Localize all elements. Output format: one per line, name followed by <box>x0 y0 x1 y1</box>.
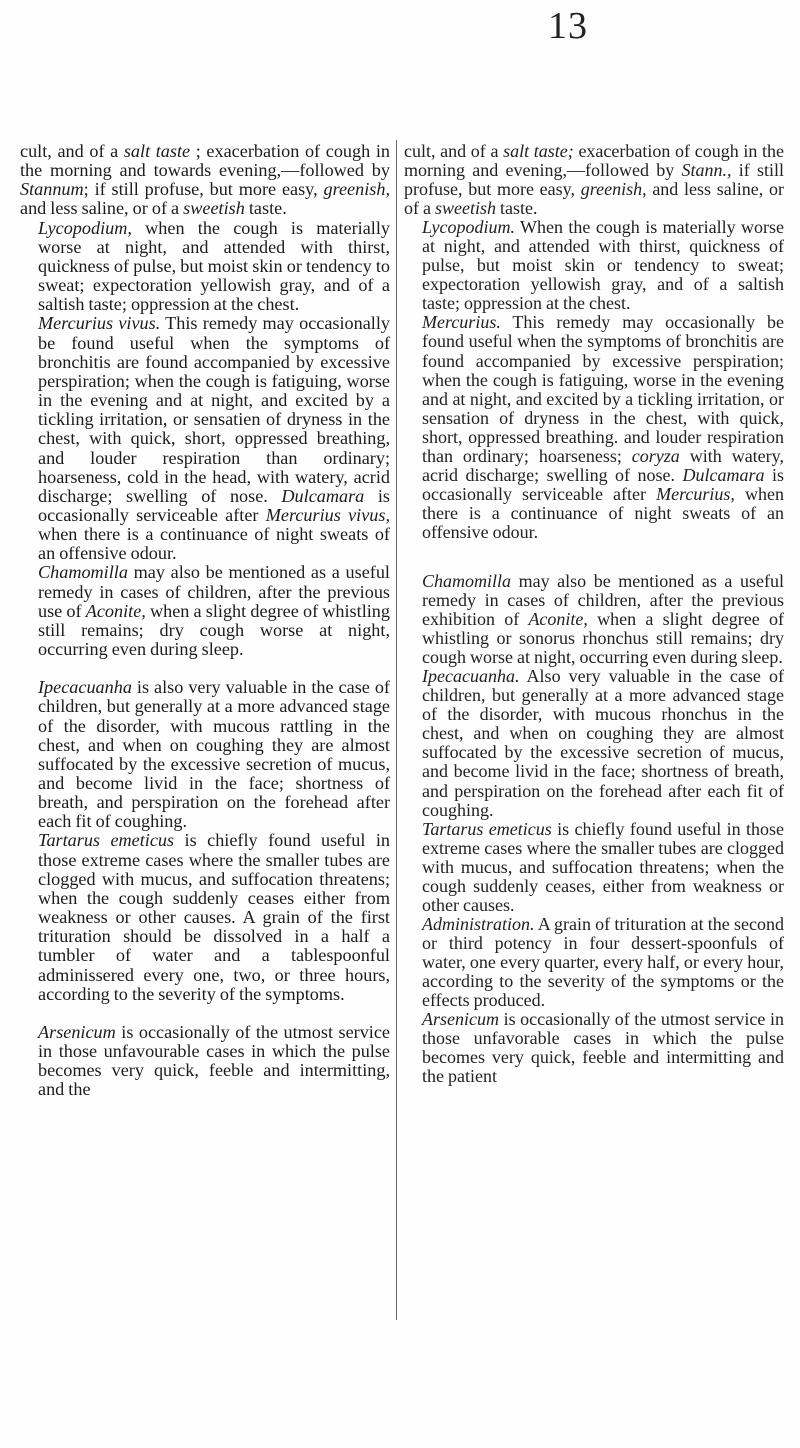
italic-run: coryza <box>631 445 680 466</box>
text-run: taste. <box>244 198 287 219</box>
text-run: is occasionally serviceable after <box>38 485 390 525</box>
text-run: is chiefly found useful in those extreme cases where the smaller tubes are clogged with mucus, and suffocation threatens; when the cough suddenly ceases, either from weakness or other causes. <box>422 818 784 915</box>
text-run: when there is a continuance of night sweats of an offensive odour. <box>422 483 784 542</box>
right-paragraph-salt-taste <box>404 142 784 218</box>
italic-run: Dulcamara <box>682 464 765 485</box>
right-paragraph-administration <box>404 915 784 1010</box>
text-run: when a slight degree of whistling still remains; dry cough worse at night, occurring even during sleep. <box>38 600 390 660</box>
italic-run: Mercurius. <box>422 312 501 333</box>
text-run: if still profuse, but more easy, <box>404 160 784 200</box>
right-paragraph-lycopodium <box>404 218 784 313</box>
italic-run: Mercurius vivus. <box>38 313 161 334</box>
text-run: When the cough is materially worse at night, and attended with thirst, quickness of pulse, but moist skin or tendency to sweat; expectoration yellowish gray, and of a saltish taste; oppression at the chest. <box>422 217 784 314</box>
text-run: when the cough is materially worse at night, and attended with thirst, quickness of pulse, but moist skin or tendency to sweat; expectoration yellowish gray, and of a saltish taste; oppression at the chest. <box>38 217 390 315</box>
text-run: when a slight degree of whistling or sonorus rhonchus still remains; dry cough worse at night, occurring even during sleep. <box>422 609 784 668</box>
italic-run: Arsenicum <box>38 1021 116 1042</box>
text-run: is chiefly found useful in those extreme cases where the smaller tubes are clogged with mucus, and suffocation threatens; when the cough suddenly ceases either from weakness or other causes. A grain of the first trituration should be dissolved in a half a tumbler of water and a tablespoonful adminissered every one, two, or three hours, according to the severity of the symptoms. <box>38 830 390 1004</box>
text-run: cult, and of a <box>20 141 124 161</box>
text-run: This remedy may occasionally be found useful when the symptoms of bronchitis are found accompanied by excessive perspiration; when the cough is fatiguing, worse in the evening and at night, and excited by a tickling irritation, or sensatien of dryness in the chest, with quick, short, oppressed breathing, and louder respiration than ordinary; hoarseness, cold in the head, with watery, acrid discharge; swelling of nose. <box>38 313 390 506</box>
text-run: when there is a continuance of night sweats of an offensive odour. <box>38 524 390 564</box>
text-run: is occasionally serviceable after <box>422 464 784 504</box>
right-column <box>404 142 784 1086</box>
left-column <box>20 142 390 1100</box>
italic-run: greenish, <box>580 179 647 200</box>
italic-run: Lycopodium. <box>422 217 515 238</box>
text-run: and less saline, or of a <box>20 198 184 219</box>
left-paragraph-salt-taste <box>20 142 390 219</box>
text-run: This remedy may occasionally be found useful when the symptoms of bronchitis are found accompanied by excessive perspiration; when the cough is fatiguing, worse in the evening and at night, and excited by a tickling irritation, or sensation of dryness in the chest, with quick, short, oppressed breathing. and louder respiration than ordinary; hoarseness; <box>422 312 784 466</box>
italic-run: Stannum <box>20 179 84 200</box>
italic-run: Lycopodium, <box>38 217 132 238</box>
text-run: taste. <box>495 198 538 219</box>
left-paragraph-arsenicum <box>20 1023 390 1100</box>
text-run: A grain of trituration at the second or third potency in four dessert-spoonfuls of water, one every quarter, every half, or every hour, according to the severity of the symptoms or the effects produced. <box>422 913 784 1011</box>
right-paragraph-ipecacuanha <box>404 667 784 819</box>
text-run: with watery, acrid discharge; swelling of nose. <box>422 445 784 485</box>
text-run: is occasionally of the utmost service in those unfavorable cases in which the pulse becomes very quick, feeble and intermitting and the patient <box>422 1009 784 1087</box>
column-divider <box>396 140 397 1320</box>
left-paragraph-ipecacuanha <box>20 678 390 831</box>
italic-run: salt taste <box>123 141 191 161</box>
text-run: Also very valuable in the case of children, but generally at a more advanced stage of the disorder, with mucous rhonchus in the chest, and when on coughing they are almost suffocated by the excessive secretion of mucus, and become livid in the face; shortness of breath, and perspiration on the forehead after each fit of coughing. <box>422 666 784 820</box>
italic-run: Aconite, <box>85 600 146 621</box>
left-paragraph-mercurius <box>20 314 390 563</box>
italic-run: greenish, <box>323 179 390 200</box>
text-run: ; if still profuse, but more easy, <box>83 179 324 200</box>
italic-run: Tartarus emeticus <box>38 830 175 851</box>
right-paragraph-arsenicum <box>404 1010 784 1086</box>
text-run: may also be mentioned as a useful remedy in cases of children, after the previous use of <box>38 562 390 621</box>
text-run: may also be mentioned as a useful remedy in cases of children, after the previous exhibition of <box>422 570 784 630</box>
italic-run: sweetish <box>183 198 245 219</box>
italic-run: Ipecacuanha. <box>422 666 520 687</box>
text-run: ; exacerbation of cough in the morning and towards evening,—followed by <box>20 141 390 181</box>
right-paragraph-chamomilla <box>404 572 784 667</box>
italic-run: Dulcamara <box>281 485 365 506</box>
italic-run: Ipecacuanha <box>38 677 132 698</box>
italic-run: sweetish <box>434 198 496 219</box>
italic-run: Mercurius, <box>656 483 735 504</box>
right-paragraph-tartarus <box>404 820 784 915</box>
italic-run: Chamomilla <box>38 562 128 583</box>
text-run: is also very valuable in the case of children, but generally at a more advanced stage of the disorder, with mucous rattling in the chest, and when on coughing they are almost suffocated by the excessive secretion of mucus, and become livid in the face; shortness of breath, and perspiration on the forehead after each fit of coughing. <box>38 677 390 832</box>
italic-run: Chamomilla <box>422 570 512 591</box>
page-number: 13 <box>548 5 588 47</box>
italic-run: Tartarus emeticus <box>422 818 552 839</box>
text-run: and less saline, or of a <box>404 179 784 219</box>
text-run: exacerbation of cough in the morning and evening,—followed by <box>404 141 785 181</box>
italic-run: Arsenicum <box>422 1009 499 1030</box>
left-paragraph-chamomilla <box>20 563 390 659</box>
italic-run: Mercurius vivus, <box>265 504 390 525</box>
text-run: is occasionally of the utmost service in those unfavourable cases in which the pulse becomes very quick, feeble and intermitting, and the <box>38 1021 390 1100</box>
right-paragraph-mercurius <box>404 313 784 542</box>
italic-run: salt taste; <box>503 141 574 161</box>
left-paragraph-lycopodium <box>20 219 390 315</box>
italic-run: Administration. <box>422 913 535 934</box>
left-paragraph-tartarus <box>20 831 390 1003</box>
text-run: cult, and of a <box>404 141 504 161</box>
italic-run: Stann., <box>681 160 732 181</box>
italic-run: Aconite, <box>528 609 588 630</box>
